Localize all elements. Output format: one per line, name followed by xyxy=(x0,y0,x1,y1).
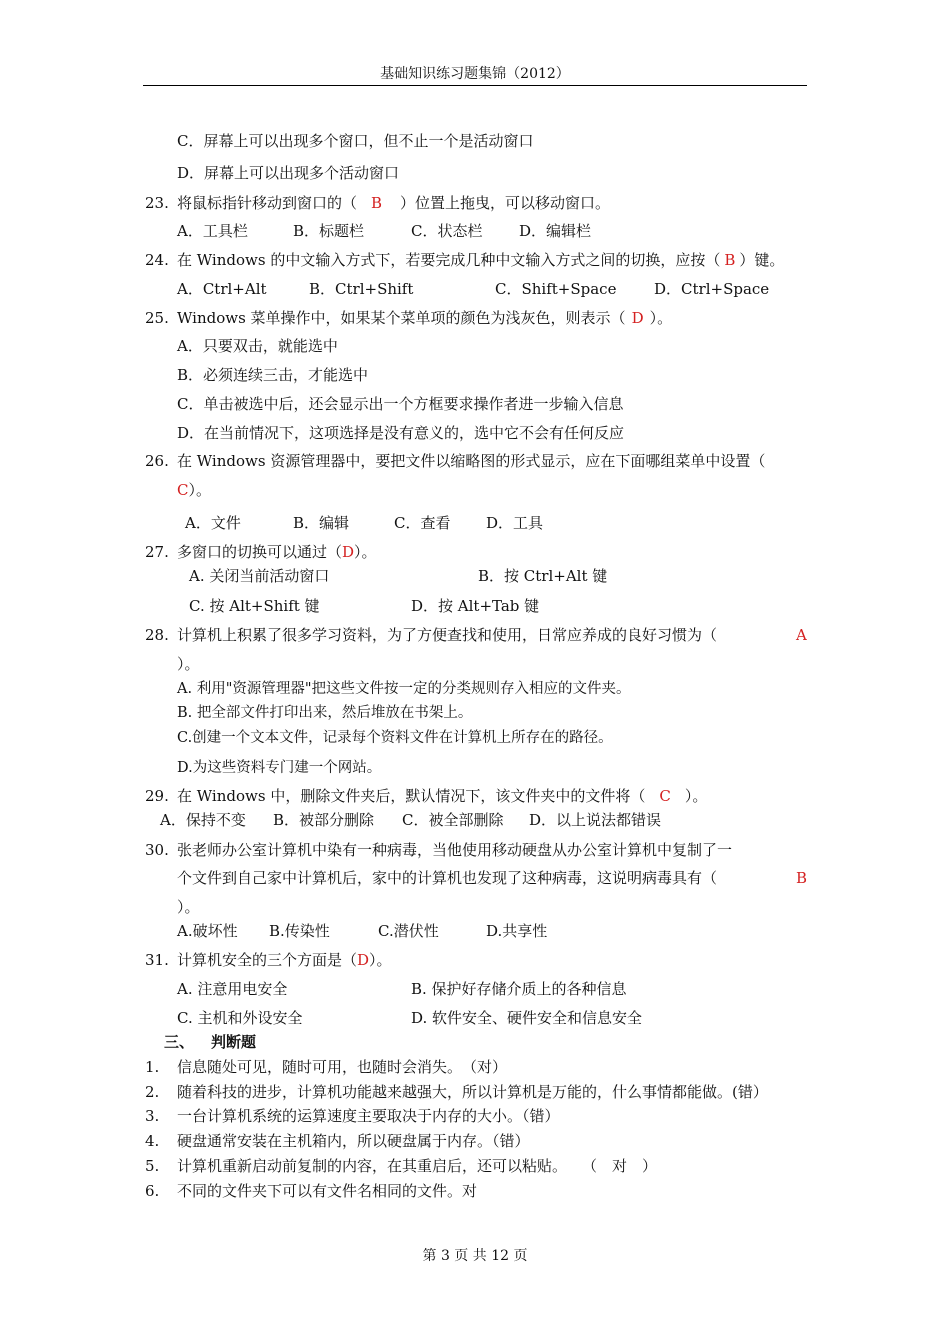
q31-option-a: A. 注意用电安全 xyxy=(177,980,288,998)
q30-text-line1: 张老师办公室计算机中染有一种病毒，当他使用移动硬盘从办公室计算机中复制了一 xyxy=(177,841,733,859)
q25-stem-end: ）。 xyxy=(649,309,673,327)
q25-option-d: D．在当前情况下，这项选择是没有意义的，选中它不会有任何反应 xyxy=(177,424,625,442)
q27-number: 27. xyxy=(145,543,169,561)
q28-option-c: C.创建一个文本文件，记录每个资料文件在计算机上所存在的路径。 xyxy=(177,730,613,746)
judge-item: 随着科技的进步，计算机功能越来越强大，所以计算机是万能的，什么事情都能做。(错） xyxy=(177,1083,768,1101)
q23-stem-end: ）位置上拖曳，可以移动窗口。 xyxy=(400,194,611,212)
q30-stem-end: ）。 xyxy=(177,898,200,916)
q27-option-c: C. 按 Alt+Shift 键 xyxy=(189,597,320,615)
q30-text-line2: 个文件到自己家中计算机后，家中的计算机也发现了这种病毒，这说明病毒具有（ xyxy=(177,869,718,887)
q24-number: 24. xyxy=(145,251,169,269)
q27-option-d: D．按 Alt+Tab 键 xyxy=(411,597,540,615)
q28-stem-end: ）。 xyxy=(177,655,200,673)
judge-number: 6. xyxy=(145,1182,160,1200)
q24-option-a: A．Ctrl+Alt xyxy=(177,280,267,298)
q26-option-c: C．查看 xyxy=(394,514,451,532)
q30-option-b: B.传染性 xyxy=(269,922,330,940)
q31-number: 31. xyxy=(145,951,169,969)
judge-number: 1. xyxy=(145,1058,160,1076)
q23-option-b: B．标题栏 xyxy=(293,222,365,240)
q30-option-c: C.潜伏性 xyxy=(378,922,439,940)
q27-option-b: B．按 Ctrl+Alt 键 xyxy=(478,567,608,585)
q24-option-d: D．Ctrl+Space xyxy=(654,280,770,298)
judge-number: 2. xyxy=(145,1083,160,1101)
q26-stem-end: ）。 xyxy=(188,481,211,499)
judge-item: 信息随处可见，随时可用，也随时会消失。 （对） xyxy=(177,1058,508,1076)
q29-option-d: D．以上说法都错误 xyxy=(529,811,662,829)
q29-stem-end: ）。 xyxy=(684,787,708,805)
q27-option-a: A. 关闭当前活动窗口 xyxy=(189,567,330,585)
section-title: 判断题 xyxy=(211,1033,257,1051)
section-number: 三、 xyxy=(164,1033,195,1051)
q24-stem: 在 Windows 的中文输入方式下，若要完成几种中文输入方式之间的切换，应按（ xyxy=(177,251,721,269)
page-footer: 第 3 页 共 12 页 xyxy=(422,1248,528,1264)
q28-option-d: D.为这些资料专门建一个网站。 xyxy=(177,760,382,776)
q23-stem: 将鼠标指针移动到窗口的（ xyxy=(177,194,358,212)
judge-number: 5. xyxy=(145,1157,160,1175)
q31-stem: 计算机安全的三个方面是（ xyxy=(177,951,358,969)
q24-stem-end: ）键。 xyxy=(739,251,785,269)
q24-option-b: B．Ctrl+Shift xyxy=(309,280,414,298)
q31-stem-end: ）。 xyxy=(369,951,392,969)
q28-option-a: A. 利用"资源管理器"把这些文件按一定的分类规则存入相应的文件夹。 xyxy=(177,681,631,697)
q26-option-d: D．工具 xyxy=(486,514,544,532)
page-header: 基础知识练习题集锦（2012） xyxy=(380,66,570,82)
q31-text xyxy=(177,950,392,970)
q23-option-d: D．编辑栏 xyxy=(519,222,592,240)
judge-item: 不同的文件夹下可以有文件名相同的文件。对 xyxy=(177,1182,478,1200)
q22-option-d: D．屏幕上可以出现多个活动窗口 xyxy=(177,164,400,182)
q28-option-b: B. 把全部文件打印出来，然后堆放在书架上。 xyxy=(177,705,473,721)
q28-number: 28. xyxy=(145,626,169,644)
q31-option-c: C. 主机和外设安全 xyxy=(177,1009,303,1027)
q27-stem-end: ）。 xyxy=(354,543,377,561)
q30-option-a: A.破坏性 xyxy=(177,922,238,940)
q26-option-a: A．文件 xyxy=(185,514,241,532)
q31-option-d: D. 软件安全、硬件安全和信息安全 xyxy=(411,1009,643,1027)
q22-option-c: C．屏幕上可以出现多个窗口，但不止一个是活动窗口 xyxy=(177,132,534,150)
q27-text xyxy=(177,542,377,562)
q26-answer: C xyxy=(177,481,189,499)
q30-option-d: D.共享性 xyxy=(486,922,548,940)
header-rule xyxy=(143,85,807,86)
q24-option-c: C．Shift+Space xyxy=(495,280,617,298)
q28-answer xyxy=(796,625,807,645)
q29-stem: 在 Windows 中，删除文件夹后，默认情况下，该文件夹中的文件将（ xyxy=(177,787,646,805)
q26-text-line2 xyxy=(177,480,211,500)
q25-text xyxy=(177,308,672,328)
q25-answer: D xyxy=(631,309,644,327)
judge-item: 硬盘通常安装在主机箱内，所以硬盘属于内存。（错） xyxy=(177,1132,530,1150)
q28-answer-letter: A xyxy=(796,626,807,644)
q30-answer-letter: B xyxy=(796,869,808,887)
q29-option-c: C．被全部删除 xyxy=(402,811,504,829)
q30-answer xyxy=(796,868,807,888)
q26-option-b: B．编辑 xyxy=(293,514,350,532)
q29-option-a: A．保持不变 xyxy=(160,811,246,829)
q26-text: 在 Windows 资源管理器中，要把文件以缩略图的形式显示，应在下面哪组菜单中设置（ xyxy=(177,452,766,470)
judge-item: 计算机重新启动前复制的内容，在其重启后，还可以粘贴。 （ 对 ） xyxy=(177,1157,658,1175)
q23-option-c: C．状态栏 xyxy=(411,222,483,240)
judge-item: 一台计算机系统的运算速度主要取决于内存的大小。（错） xyxy=(177,1107,560,1125)
judge-number: 3. xyxy=(145,1107,160,1125)
q31-option-b: B. 保护好存储介质上的各种信息 xyxy=(411,980,627,998)
q24-answer: B xyxy=(724,251,736,269)
q25-option-c: C．单击被选中后，还会显示出一个方框要求操作者进一步输入信息 xyxy=(177,395,624,413)
q25-option-a: A．只要双击，就能选中 xyxy=(177,337,338,355)
q29-text xyxy=(177,786,707,806)
q28-stem: 计算机上积累了很多学习资料，为了方便查找和使用，日常应养成的良好习惯为（ xyxy=(177,626,718,644)
q28-text xyxy=(177,625,717,645)
q23-option-a: A．工具栏 xyxy=(177,222,248,240)
q29-option-b: B．被部分删除 xyxy=(273,811,375,829)
q23-text xyxy=(177,193,610,213)
q29-answer: C xyxy=(659,787,671,805)
q27-answer: D xyxy=(342,543,355,561)
judge-number: 4. xyxy=(145,1132,160,1150)
q29-number: 29. xyxy=(145,787,169,805)
q23-number: 23. xyxy=(145,194,169,212)
q26-number: 26. xyxy=(145,452,169,470)
q31-answer: D xyxy=(357,951,370,969)
q25-option-b: B．必须连续三击，才能选中 xyxy=(177,366,369,384)
q30-number: 30. xyxy=(145,841,169,859)
q24-text xyxy=(177,250,784,270)
q27-stem: 多窗口的切换可以通过（ xyxy=(177,543,343,561)
q23-answer: B xyxy=(371,194,383,212)
q25-stem: Windows 菜单操作中，如果某个菜单项的颜色为浅灰色，则表示（ xyxy=(177,309,626,327)
q25-number: 25. xyxy=(145,309,169,327)
